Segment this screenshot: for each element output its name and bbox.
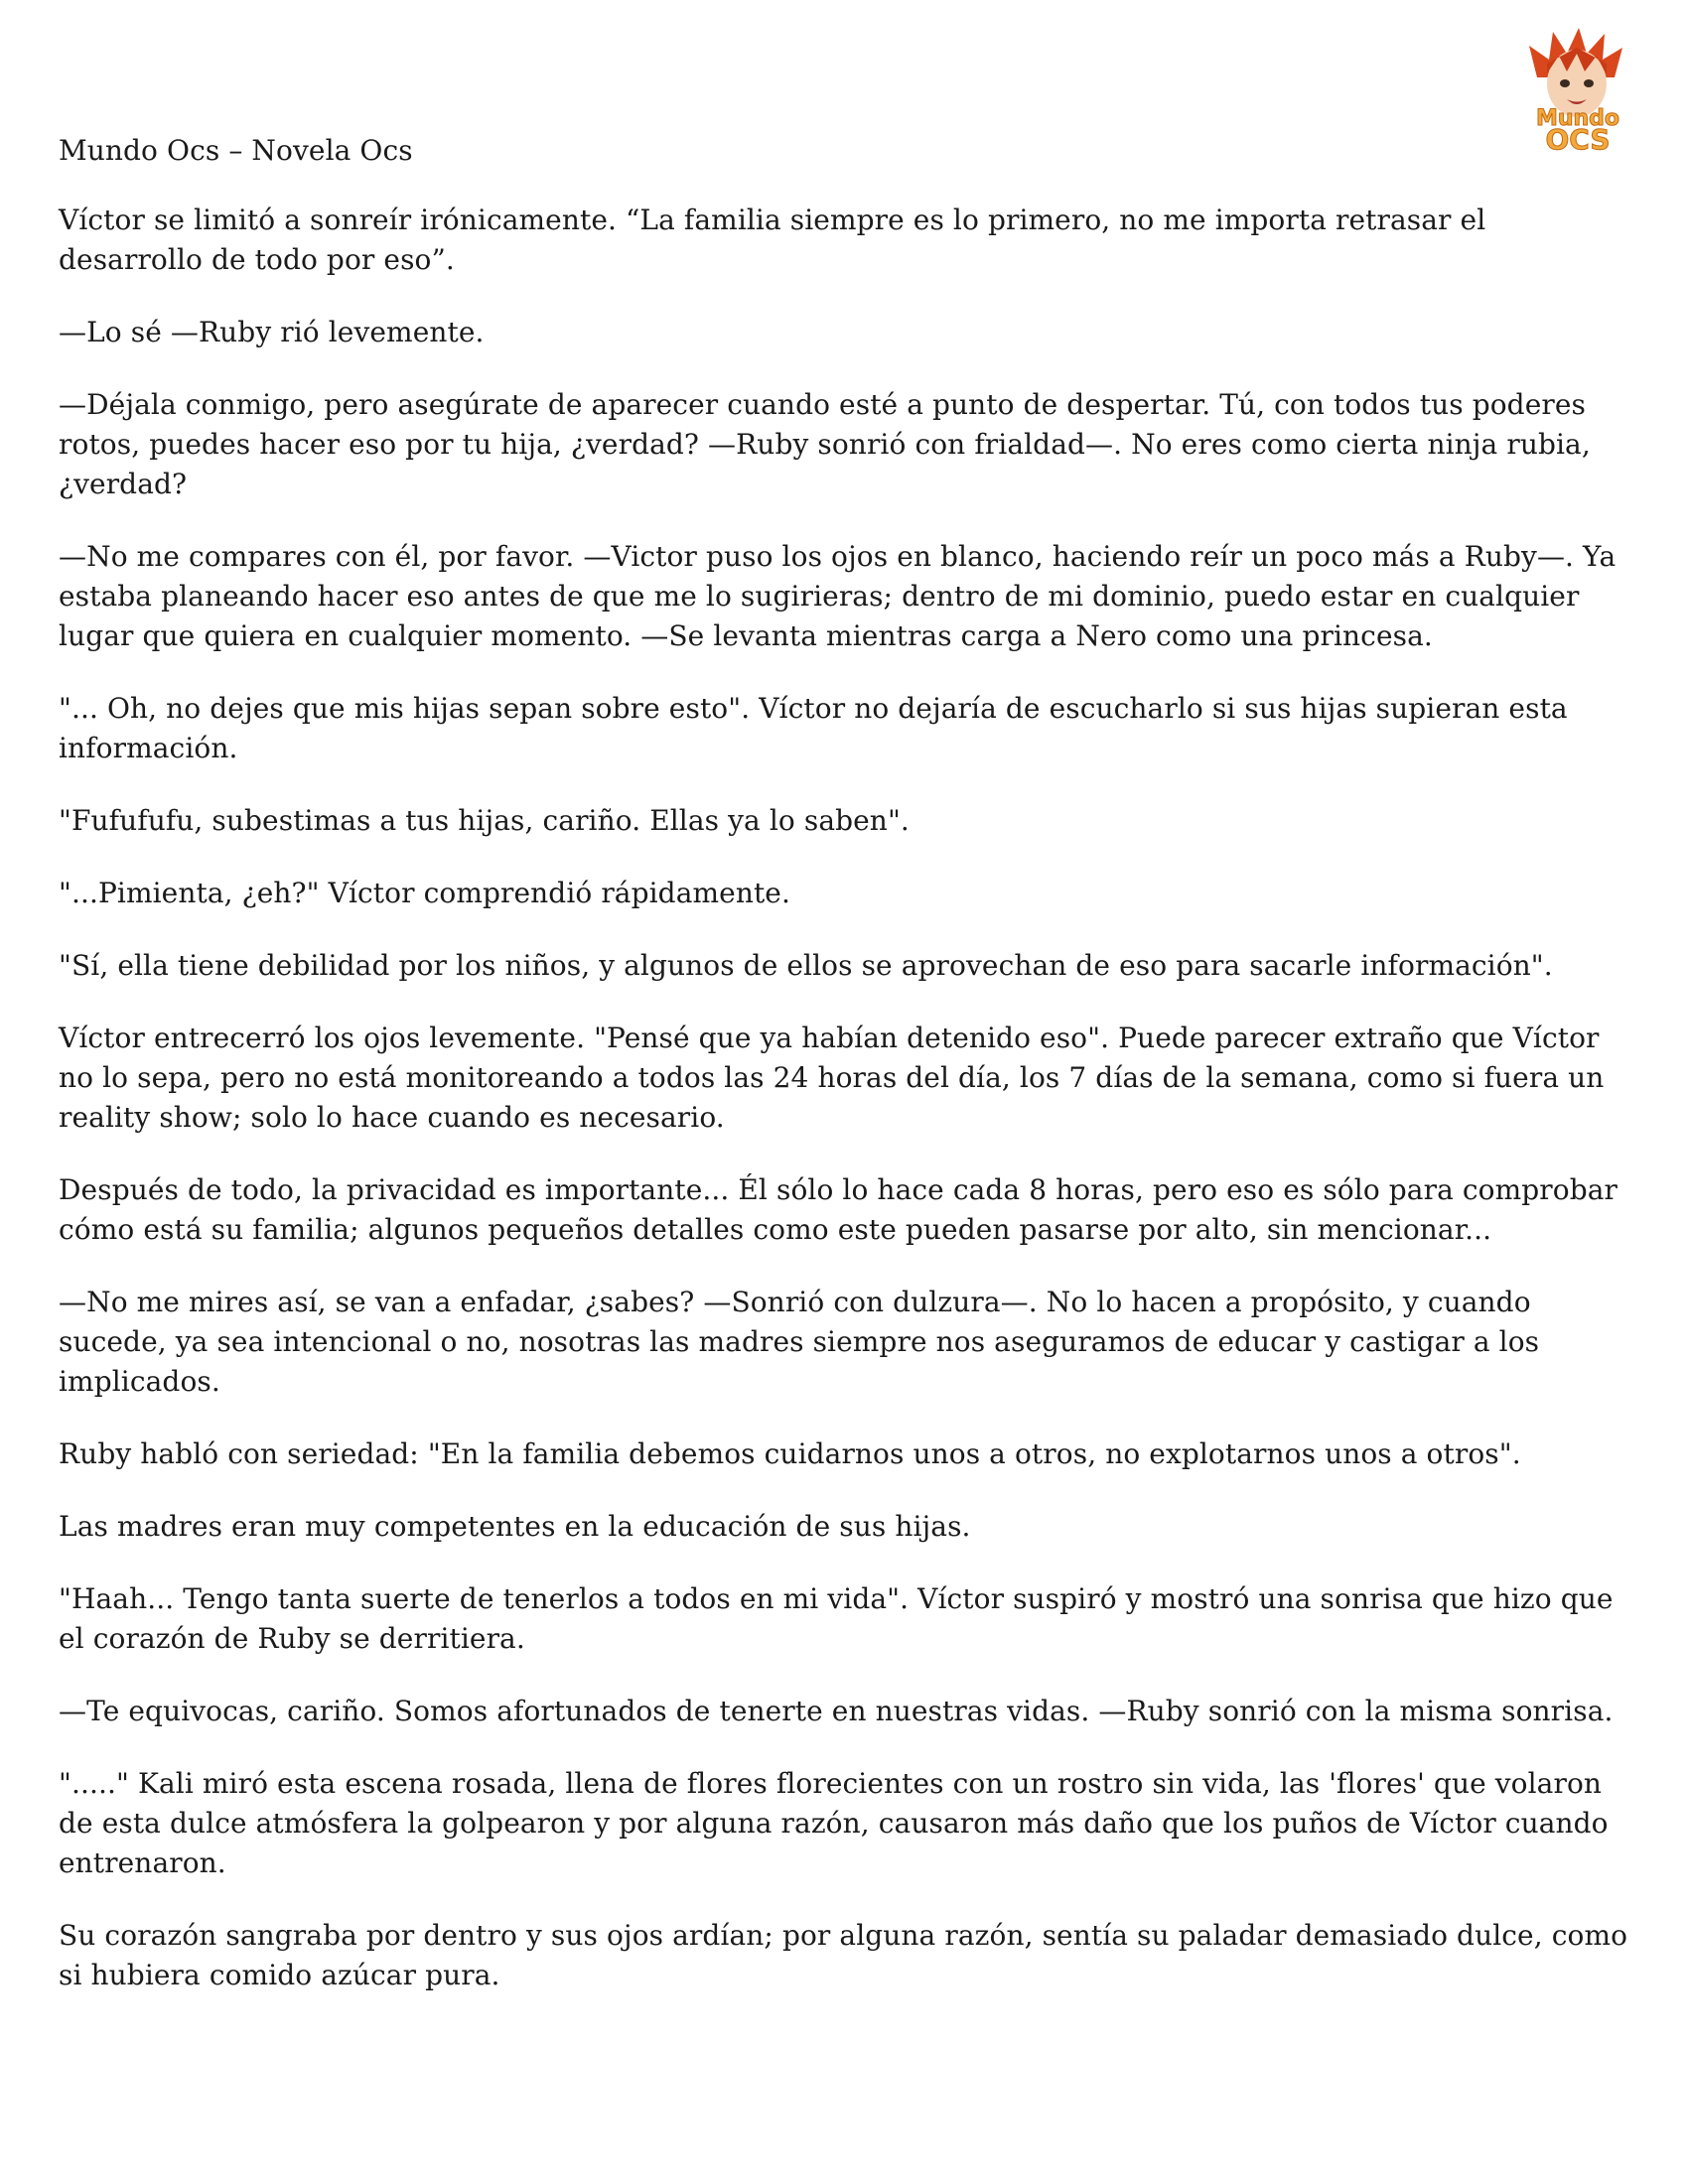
paragraph: —No me compares con él, por favor. —Victor puso los ojos en blanco, haciendo reír un poco más a Ruby—. Ya estaba planeando hacer eso antes de que me lo sugirieras; dentro de mi dominio, puedo estar en cualquier lugar que quiera en cualquier momento. —Se levanta mientras carga a Nero como una princesa. — [59, 540, 1617, 652]
document-header: Mundo Ocs – Novela Ocs — [59, 134, 413, 167]
paragraph: Ruby habló con seriedad: "En la familia debemos cuidarnos unos a otros, no explotarnos unos a otros". — [59, 1437, 1521, 1470]
paragraph: "Sí, ella tiene debilidad por los niños, y algunos de ellos se aprovechan de eso para sacarle información". — [59, 949, 1553, 982]
paragraph: Su corazón sangraba por dentro y sus ojos ardían; por alguna razón, sentía su paladar demasiado dulce, como si hubiera comido azúcar pura. — [59, 1919, 1628, 1991]
paragraph: Las madres eran muy competentes en la educación de sus hijas. — [59, 1510, 971, 1543]
paragraph: —Te equivocas, cariño. Somos afortunados de tenerte en nuestras vidas. —Ruby sonrió con la misma sonrisa. — [59, 1695, 1614, 1727]
mundo-ocs-logo-icon — [1515, 26, 1640, 155]
paragraph: Después de todo, la privacidad es importante... Él sólo lo hace cada 8 horas, pero eso es sólo para comprobar cómo está su familia; algunos pequeños detalles como este pueden pasarse por alto, sin mencionar... — [59, 1173, 1618, 1246]
paragraph: —Déjala conmigo, pero asegúrate de aparecer cuando esté a punto de despertar. Tú, con todos tus poderes rotos, puedes hacer eso por tu hija, ¿verdad? —Ruby sonrió con frialdad—. No eres como cierta ninja rubia, ¿verdad? — [59, 388, 1591, 500]
paragraph: "... Oh, no dejes que mis hijas sepan sobre esto". Víctor no dejaría de escucharlo si sus hijas supieran esta información. — [59, 692, 1568, 764]
paragraph: —No me mires así, se van a enfadar, ¿sabes? —Sonrió con dulzura—. No lo hacen a propósito, y cuando sucede, ya sea intencional o no, nosotras las madres siempre nos aseguramos de educar y castigar a los implicados. — [59, 1286, 1540, 1398]
paragraph: —Lo sé —Ruby rió levemente. — [59, 316, 485, 348]
logo-text-bottom: OCS — [1545, 123, 1611, 155]
paragraph: "Haah... Tengo tanta suerte de tenerlos a todos en mi vida". Víctor suspiró y mostró una sonrisa que hizo que el corazón de Ruby se derritiera. — [59, 1582, 1614, 1655]
paragraph: "....." Kali miró esta escena rosada, llena de flores florecientes con un rostro sin vida, las 'flores' que volaron de esta dulce atmósfera la golpearon y por alguna razón, causaron más daño que los puños de Víctor cuando entrenaron. — [59, 1767, 1609, 1879]
paragraph: "...Pimienta, ¿eh?" Víctor comprendió rápidamente. — [59, 877, 790, 909]
paragraph: "Fufufufu, subestimas a tus hijas, cariño. Ellas ya lo saben". — [59, 804, 910, 837]
paragraph: Víctor se limitó a sonreír irónicamente. “La familia siempre es lo primero, no me importa retrasar el desarrollo de todo por eso”. — [59, 204, 1486, 276]
paragraph: Víctor entrecerró los ojos levemente. "Pensé que ya habían detenido eso". Puede parecer extraño que Víctor no lo sepa, pero no está monitoreando a todos las 24 horas del día, los 7 días de la semana, como si fuera un reality show; solo lo hace cuando es necesario. — [59, 1022, 1605, 1134]
mundo-ocs-logo — [1515, 26, 1640, 155]
logo-text-top: Mundo — [1535, 106, 1620, 131]
